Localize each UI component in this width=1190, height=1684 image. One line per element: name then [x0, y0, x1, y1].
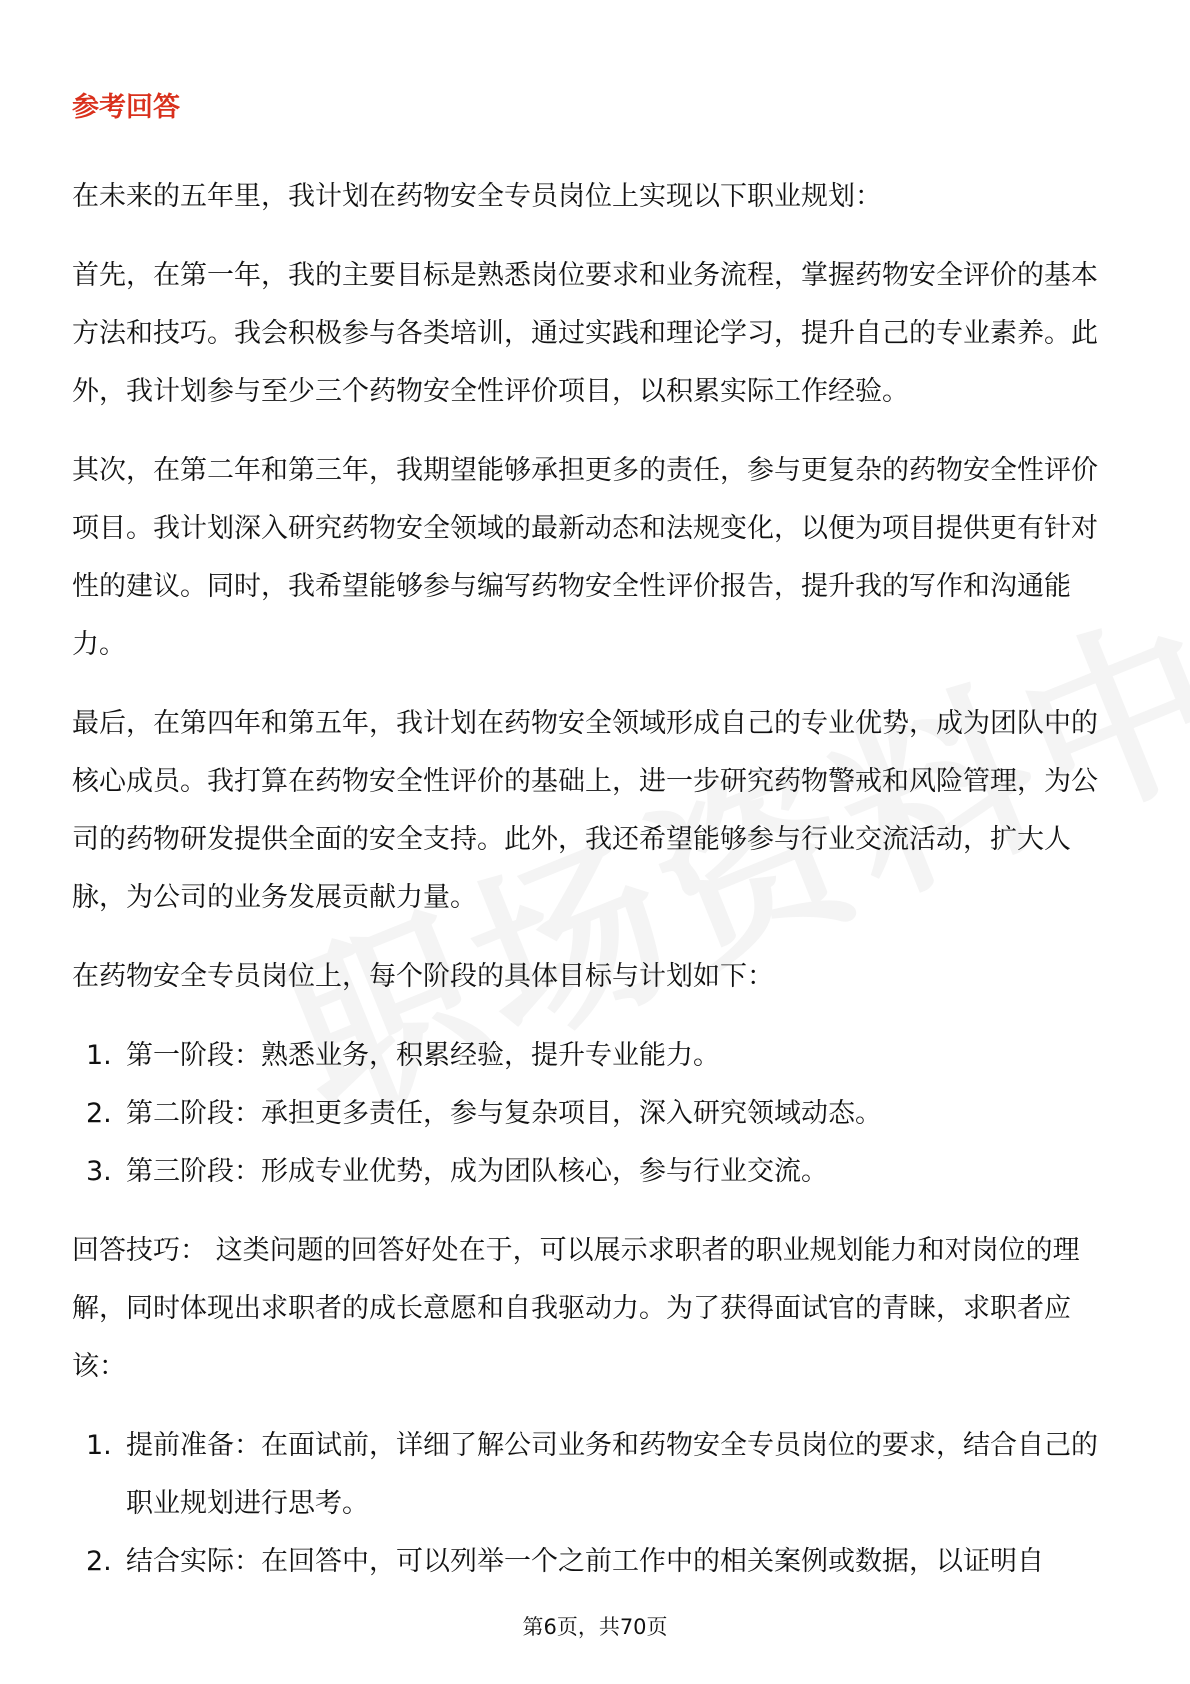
stages-intro-paragraph: 在药物安全专员岗位上，每个阶段的具体目标与计划如下：: [72, 961, 774, 992]
list-item: [72, 1533, 1118, 1591]
list-item-number: 1.: [86, 1430, 112, 1461]
year-one-paragraph: 首先，在第一年，我的主要目标是熟悉岗位要求和业务流程，掌握药物安全评价的基本方法和技巧。我会积极参与各类培训，通过实践和理论学习，提升自己的专业素养。此外，我计划参与至少三个药物安全性评价项目，以积累实际工作经验。: [72, 260, 1098, 407]
tips-list: [72, 1417, 1118, 1591]
tips-paragraph: 回答技巧： 这类问题的回答好处在于，可以展示求职者的职业规划能力和对岗位的理解，同时体现出求职者的成长意愿和自我驱动力。为了获得面试官的青睐，求职者应该：: [72, 1235, 1080, 1382]
list-item: [72, 1417, 1118, 1533]
list-item: [72, 1143, 1118, 1201]
list-item-number: 3.: [86, 1156, 112, 1187]
section-heading: 参考回答: [72, 92, 180, 123]
years-two-three-paragraph: 其次，在第二年和第三年，我期望能够承担更多的责任，参与更复杂的药物安全性评价项目。我计划深入研究药物安全领域的最新动态和法规变化，以便为项目提供更有针对性的建议。同时，我希望能够参与编写药物安全性评价报告，提升我的写作和沟通能力。: [72, 455, 1098, 660]
list-item: [72, 1085, 1118, 1143]
list-item-number: 2.: [86, 1098, 112, 1129]
list-item-text: 第三阶段：形成专业优势，成为团队核心，参与行业交流。: [126, 1156, 828, 1187]
list-item-number: 2.: [86, 1546, 112, 1577]
page-content: [72, 88, 1118, 1612]
list-item-text: 第二阶段：承担更多责任，参与复杂项目，深入研究领域动态。: [126, 1098, 882, 1129]
list-item-text: 结合实际：在回答中，可以列举一个之前工作中的相关案例或数据，以证明自: [126, 1546, 1044, 1577]
years-four-five-paragraph: 最后，在第四年和第五年，我计划在药物安全领域形成自己的专业优势，成为团队中的核心成员。我打算在药物安全性评价的基础上，进一步研究药物警戒和风险管理，为公司的药物研发提供全面的安全支持。此外，我还希望能够参与行业交流活动，扩大人脉，为公司的业务发展贡献力量。: [72, 708, 1098, 913]
list-item-text: 第一阶段：熟悉业务，积累经验，提升专业能力。: [126, 1040, 720, 1071]
stages-list: [72, 1027, 1118, 1201]
list-item: [72, 1027, 1118, 1085]
page-number: 第6页，共70页: [522, 1615, 668, 1639]
list-item-number: 1.: [86, 1040, 112, 1071]
intro-paragraph: 在未来的五年里，我计划在药物安全专员岗位上实现以下职业规划：: [72, 181, 882, 212]
list-item-text: 提前准备：在面试前，详细了解公司业务和药物安全专员岗位的要求，结合自己的职业规划进行思考。: [126, 1430, 1098, 1519]
